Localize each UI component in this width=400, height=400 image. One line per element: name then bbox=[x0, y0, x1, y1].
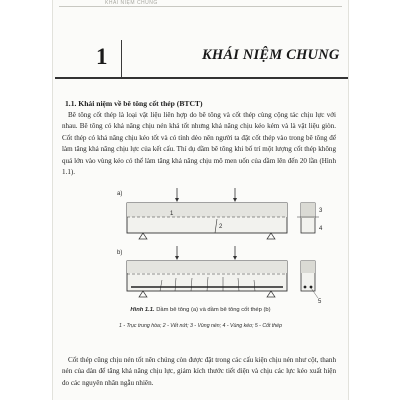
chapter-rule bbox=[55, 77, 348, 79]
section-heading: 1.1. Khái niệm về bê tông cốt thép (BTCT) bbox=[65, 99, 203, 108]
load-arrow-head bbox=[175, 198, 179, 202]
label-5: 5 bbox=[318, 299, 322, 304]
support-left bbox=[139, 291, 147, 297]
chapter-title: KHÁI NIỆM CHUNG bbox=[202, 47, 340, 63]
label-1: 1 bbox=[170, 211, 174, 217]
label-4: 4 bbox=[319, 226, 323, 232]
support-right bbox=[267, 233, 275, 239]
top-rule bbox=[59, 6, 342, 7]
caption-label: Hình 1.1. bbox=[130, 307, 155, 313]
load-arrow-head bbox=[233, 198, 237, 202]
rebar-dot bbox=[310, 286, 313, 289]
figure-1-1 bbox=[115, 186, 327, 304]
book-page bbox=[53, 0, 348, 400]
label-a: a) bbox=[117, 191, 123, 197]
compression-zone bbox=[127, 203, 287, 217]
beam-a bbox=[117, 188, 323, 239]
section-b-compression bbox=[301, 261, 315, 273]
caption-text: Dầm bê tông (a) và dầm bê tông cốt thép (b) bbox=[154, 307, 271, 313]
figure-caption bbox=[53, 307, 348, 313]
support-right bbox=[267, 291, 275, 297]
load-arrow-head bbox=[175, 256, 179, 260]
rebar-dot bbox=[304, 286, 307, 289]
label-b: b) bbox=[117, 250, 123, 256]
paragraph-1: Bê tông cốt thép là loại vật liệu liên hợp do bê tông và cốt thép cùng cộng tác chịu lực với nhau. Bê tông có khả năng chịu nén khá tốt nhưng khả năng chịu kéo kém và là vật liệu giòn. Cốt thép có khả năng chịu kéo tốt và có tính dẻo nên người ta đặt cốt thép vào trong bê tông để làm tăng khả năng chịu lực của kết cấu. Thí dụ dầm bê tông khi bố trí một lượng cốt thép không quá lớn vào vùng kéo có thể làm tăng khả năng chịu mô men uốn của dầm lên đến 20 lần (Hình 1.1). bbox=[62, 111, 336, 177]
paragraph-2: Cốt thép cũng chịu nén tốt nên chúng còn được đặt trong các cấu kiện chịu nén như cột, thanh nén của dàn để tăng khả năng chịu lực, giảm kích thước tiết diện và chịu các lực kéo xuất hiện do các nguyên nhân ngẫu nhiên. bbox=[62, 356, 336, 387]
chapter-separator bbox=[121, 40, 122, 78]
running-head: KHÁI NIỆM CHUNG bbox=[105, 0, 158, 6]
compression-zone bbox=[127, 261, 287, 273]
chapter-number: 1 bbox=[96, 44, 108, 69]
figure-legend: 1 - Trục trung hòa; 2 - Vết nứt; 3 - Vùng nén; 4 - Vùng kéo; 5 - Cốt thép bbox=[119, 323, 282, 329]
label-3: 3 bbox=[319, 208, 323, 214]
support-left bbox=[139, 233, 147, 239]
beam-b bbox=[117, 246, 322, 304]
load-arrow-head bbox=[233, 256, 237, 260]
label-2: 2 bbox=[219, 224, 223, 230]
section-a-compression bbox=[301, 203, 315, 218]
